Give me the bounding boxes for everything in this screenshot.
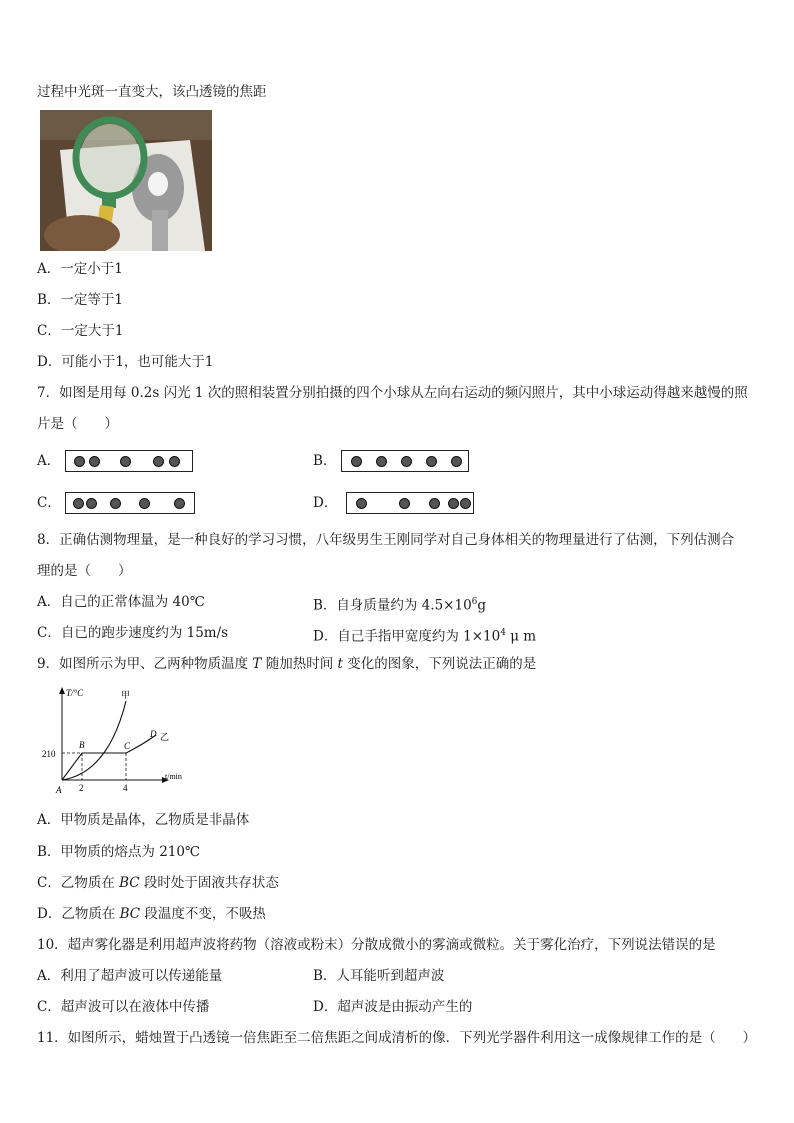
q7-photo-b (341, 450, 469, 472)
curve-yi (62, 735, 156, 780)
y-axis-label: T/°C (66, 688, 84, 698)
q9-stem-post: 变化的图象，下列说法正确的是 (342, 656, 537, 672)
q8-stem-line2: 理的是（ ） (37, 563, 132, 579)
ball (153, 456, 164, 467)
ball (120, 456, 131, 467)
q8-option-d-exponent: 4 (500, 628, 506, 638)
ball (174, 498, 185, 509)
q8-option-d-unit: μ m (505, 628, 537, 645)
curve-jia-label: 甲 (121, 690, 131, 700)
ball (451, 456, 462, 467)
curve-jia (62, 701, 126, 780)
magnifier-photo (40, 110, 212, 251)
q9-option-c-pre: C．乙物质在 (37, 875, 120, 891)
ball (74, 456, 85, 467)
q6-option-d: D．可能小于1，也可能大于1 (37, 354, 214, 370)
q7-stem-line2: 片是（ ） (37, 416, 118, 432)
q9-option-d (37, 905, 266, 923)
q7-label-c: C． (37, 495, 61, 511)
q8-option-b-exponent: 6 (471, 597, 478, 607)
q9-option-c (37, 874, 279, 892)
ball (399, 498, 410, 509)
point-d-label: D (150, 729, 157, 739)
ball (351, 456, 362, 467)
q11-stem: 11．如图所示，蜡烛置于凸透镜一倍焦距至二倍焦距之间成清析的像．下列光学器件利用这一成像规律工作的是（ ） (37, 1030, 757, 1046)
curve-yi-label: 乙 (160, 732, 170, 742)
q10-option-c: C．超声波可以在液体中传播 (37, 999, 210, 1015)
q8-option-b (313, 593, 486, 615)
q8-option-b-text: B．自身质量约为 4.5×10 (313, 597, 472, 614)
q8-option-c: C．自已的跑步速度约为 15m/s (37, 625, 229, 641)
ball (460, 498, 471, 509)
ball (376, 456, 387, 467)
q9-option-d-post: 段温度不变，不吸热 (140, 906, 266, 922)
ball (110, 498, 121, 509)
q9-option-a: A．甲物质是晶体，乙物质是非晶体 (37, 812, 250, 828)
ball (169, 456, 180, 467)
q7-stem-line1: 7．如图是用每 0.2s 闪光 1 次的照相装置分别拍摄的四个小球从左向右运动的频闪照片，其中小球运动得越来越慢的照 (37, 385, 748, 401)
q7-photo-a (65, 450, 193, 472)
q9-stem-symbol-t: t (337, 656, 343, 672)
q7-label-d: D． (313, 495, 338, 511)
ball (89, 456, 100, 467)
point-c-label: C (124, 741, 131, 751)
q6-option-c: C．一定大于1 (37, 323, 124, 339)
q8-option-d (313, 624, 536, 646)
q6-stem-tail: 过程中光斑一直变大，该凸透镜的焦距 (37, 84, 267, 100)
y-tick-210: 210 (42, 749, 56, 759)
q10-stem: 10．超声雾化器是利用超声波将药物（溶液或粉末）分散成微小的雾滴或微粒。关于雾化治疗，下列说法错误的是 (37, 937, 716, 953)
ball (356, 498, 367, 509)
temperature-time-graph (38, 685, 198, 795)
q6-option-a: A．一定小于1 (37, 261, 123, 277)
q9-stem-mid: 随加热时间 (261, 656, 338, 672)
q7-photo-d (346, 492, 474, 514)
q10-option-b: B．人耳能听到超声波 (313, 968, 445, 984)
x-axis-label: t/min (165, 772, 182, 781)
q8-option-d-text: D．自己手指甲宽度约为 1×10 (313, 628, 501, 645)
q9-option-c-segment: BC (119, 875, 140, 891)
ball (426, 456, 437, 467)
q10-option-d: D．超声波是由振动产生的 (313, 999, 473, 1015)
q9-option-c-post: 段时处于固液共存状态 (139, 875, 279, 891)
ball (73, 498, 84, 509)
ball (139, 498, 150, 509)
q8-stem-line1: 8．正确估测物理量，是一种良好的学习习惯，八年级男生王刚同学对自己身体相关的物理量进行了估测，下列估测合 (37, 532, 735, 548)
q7-label-a: A． (37, 453, 61, 469)
q7-label-b: B． (313, 453, 337, 469)
q9-option-d-pre: D．乙物质在 (37, 906, 120, 922)
q10-option-a: A．利用了超声波可以传递能量 (37, 968, 223, 984)
q6-option-b: B．一定等于1 (37, 292, 124, 308)
q9-stem (37, 655, 536, 673)
q9-option-d-segment: BC (119, 906, 141, 922)
q9-option-b: B．甲物质的熔点为 210℃ (37, 844, 201, 860)
ball (448, 498, 459, 509)
point-b-label: B (79, 740, 85, 750)
ball (429, 498, 440, 509)
q9-stem-pre: 9．如图所示为甲、乙两种物质温度 (37, 656, 253, 672)
x-tick-4: 4 (123, 783, 128, 793)
q7-photo-c (65, 492, 195, 514)
q9-stem-symbol-T: T (252, 656, 262, 672)
point-a-label: A (56, 785, 62, 795)
ball (86, 498, 97, 509)
ball (401, 456, 412, 467)
x-tick-2: 2 (79, 783, 84, 793)
q8-option-a: A．自己的正常体温为 40℃ (37, 594, 205, 610)
q8-option-b-unit: g (477, 597, 487, 614)
